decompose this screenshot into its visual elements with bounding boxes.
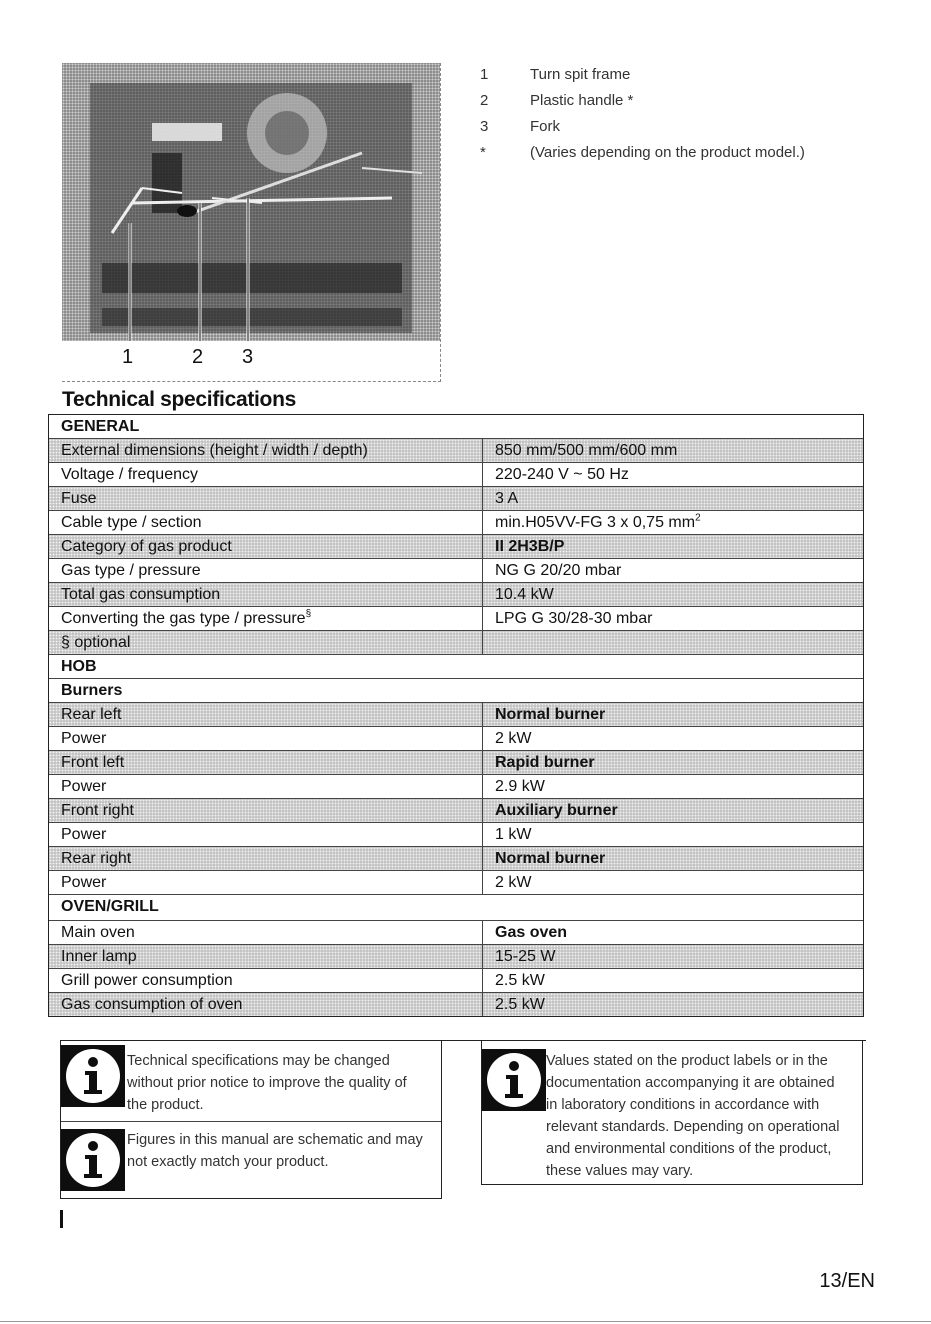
spec-value: 10.4 kW	[495, 586, 554, 603]
spec-value: 220-240 V ~ 50 Hz	[495, 466, 629, 483]
legend-item	[480, 118, 900, 144]
table-row	[49, 822, 863, 846]
table-row	[49, 944, 863, 968]
table-row	[49, 750, 863, 774]
margin-marker	[60, 1210, 63, 1228]
spec-value: 850 mm/500 mm/600 mm	[495, 442, 678, 459]
spec-label: Fuse	[61, 490, 97, 507]
spec-label: Power	[61, 730, 107, 747]
figure-number-1: 1	[122, 346, 134, 368]
spec-value	[495, 511, 855, 534]
note-line: without prior notice to improve the quality of	[127, 1075, 407, 1091]
spec-value: 3 A	[495, 490, 519, 507]
spec-value: Normal burner	[495, 850, 606, 867]
note-separator	[61, 1121, 441, 1122]
spec-label: Rear left	[61, 706, 122, 723]
note-line: relevant standards. Depending on operational	[546, 1119, 840, 1135]
table-row	[49, 968, 863, 992]
table-row	[49, 870, 863, 894]
table-row	[49, 606, 863, 630]
legend-number: 3	[480, 118, 489, 135]
table-row	[49, 534, 863, 558]
spec-value: Auxiliary burner	[495, 802, 618, 819]
spec-value	[495, 631, 855, 654]
note-text-specifications	[127, 1050, 407, 1116]
page-bottom-rule	[0, 1321, 931, 1322]
spec-value: Normal burner	[495, 706, 606, 723]
spec-label: Gas consumption of oven	[61, 996, 243, 1013]
note-line: in laboratory conditions in accordance with	[546, 1097, 820, 1113]
spec-label: Grill power consumption	[61, 972, 233, 989]
note-line: and environmental conditions of the product,	[546, 1141, 832, 1157]
spec-value: Rapid burner	[495, 754, 595, 771]
note-line: Figures in this manual are schematic and may	[127, 1132, 423, 1148]
spec-label: Category of gas product	[61, 538, 232, 555]
note-line: the product.	[127, 1097, 204, 1113]
table-row	[49, 630, 863, 654]
info-icon	[482, 1049, 546, 1111]
figure-number-2: 2	[192, 346, 204, 368]
note-line: not exactly match your product.	[127, 1154, 329, 1170]
spec-label: Inner lamp	[61, 948, 137, 965]
info-icon	[61, 1045, 125, 1107]
spec-value: Gas oven	[495, 924, 568, 941]
spec-value: II 2H3B/P	[495, 538, 565, 555]
legend-number: 2	[480, 92, 489, 109]
spec-label	[61, 607, 481, 630]
table-row	[49, 992, 863, 1016]
turnspit-figure	[62, 63, 441, 382]
spec-label: Power	[61, 874, 107, 891]
spec-value: 2.5 kW	[495, 972, 545, 989]
spec-value: NG G 20/20 mbar	[495, 562, 622, 579]
note-text-values	[546, 1050, 839, 1182]
note-text-figures	[127, 1129, 423, 1173]
table-row	[49, 726, 863, 750]
note-line: documentation accompanying it are obtained	[546, 1075, 835, 1091]
spec-label: Power	[61, 826, 107, 843]
table-row	[49, 486, 863, 510]
legend-text: Plastic handle *	[530, 92, 634, 109]
note-line: these values may vary.	[546, 1163, 694, 1179]
spec-label: Cable type / section	[61, 514, 202, 531]
table-row	[49, 920, 863, 944]
note-line: Values stated on the product labels or in the	[546, 1053, 828, 1069]
section-heading-burners	[49, 678, 863, 702]
spec-label: Voltage / frequency	[61, 466, 198, 483]
spec-value: 1 kW	[495, 826, 532, 843]
spec-label: Front right	[61, 802, 134, 819]
spec-label: Total gas consumption	[61, 586, 221, 603]
notes-box-left	[60, 1040, 442, 1199]
heading-text: HOB	[61, 658, 97, 675]
spec-value: LPG G 30/28-30 mbar	[495, 610, 653, 627]
spec-label: § optional	[61, 634, 131, 651]
heading-text: OVEN/GRILL	[61, 898, 159, 915]
spec-label: Power	[61, 778, 107, 795]
legend-item	[480, 144, 900, 170]
legend-number: 1	[480, 66, 489, 83]
table-row	[49, 798, 863, 822]
figure-number-3: 3	[242, 346, 254, 368]
spec-label: Main oven	[61, 924, 135, 941]
heading-text: GENERAL	[61, 418, 140, 435]
table-row	[49, 558, 863, 582]
section-title: Technical specifications	[62, 388, 296, 411]
spec-value: 2.5 kW	[495, 996, 545, 1013]
spec-value: 2.9 kW	[495, 778, 545, 795]
table-row	[49, 438, 863, 462]
spec-label: Gas type / pressure	[61, 562, 201, 579]
spec-value-text: min.H05VV-FG 3 x 0,75 mm	[495, 514, 696, 531]
spec-label: External dimensions (height / width / depth)	[61, 442, 368, 459]
table-row	[49, 774, 863, 798]
heading-text: Burners	[61, 682, 123, 699]
spec-value: 15-25 W	[495, 948, 556, 965]
table-row	[49, 462, 863, 486]
legend-text: Turn spit frame	[530, 66, 631, 83]
spec-table	[48, 414, 864, 1017]
table-row	[49, 510, 863, 534]
section-heading-general	[49, 415, 863, 438]
spec-label-text: Converting the gas type / pressure	[61, 610, 306, 627]
spec-label: Rear right	[61, 850, 132, 867]
legend-number: *	[480, 144, 486, 161]
superscript: 2	[695, 512, 701, 524]
superscript: §	[305, 608, 312, 620]
table-row	[49, 702, 863, 726]
oven-turnspit-photo	[62, 63, 440, 341]
note-line: Technical specifications may be changed	[127, 1053, 390, 1069]
section-heading-oven	[49, 894, 863, 920]
figure-legend	[480, 66, 900, 170]
spec-value: 2 kW	[495, 730, 532, 747]
notes-box-right	[481, 1040, 863, 1185]
table-row	[49, 846, 863, 870]
section-heading-hob	[49, 654, 863, 678]
legend-item	[480, 66, 900, 92]
legend-item	[480, 92, 900, 118]
table-row	[49, 582, 863, 606]
spec-label: Front left	[61, 754, 125, 771]
legend-text: (Varies depending on the product model.)	[530, 144, 805, 161]
spec-value: 2 kW	[495, 874, 532, 891]
page-number: 13/EN	[819, 1270, 875, 1292]
legend-text: Fork	[530, 118, 560, 135]
info-icon	[61, 1129, 125, 1191]
